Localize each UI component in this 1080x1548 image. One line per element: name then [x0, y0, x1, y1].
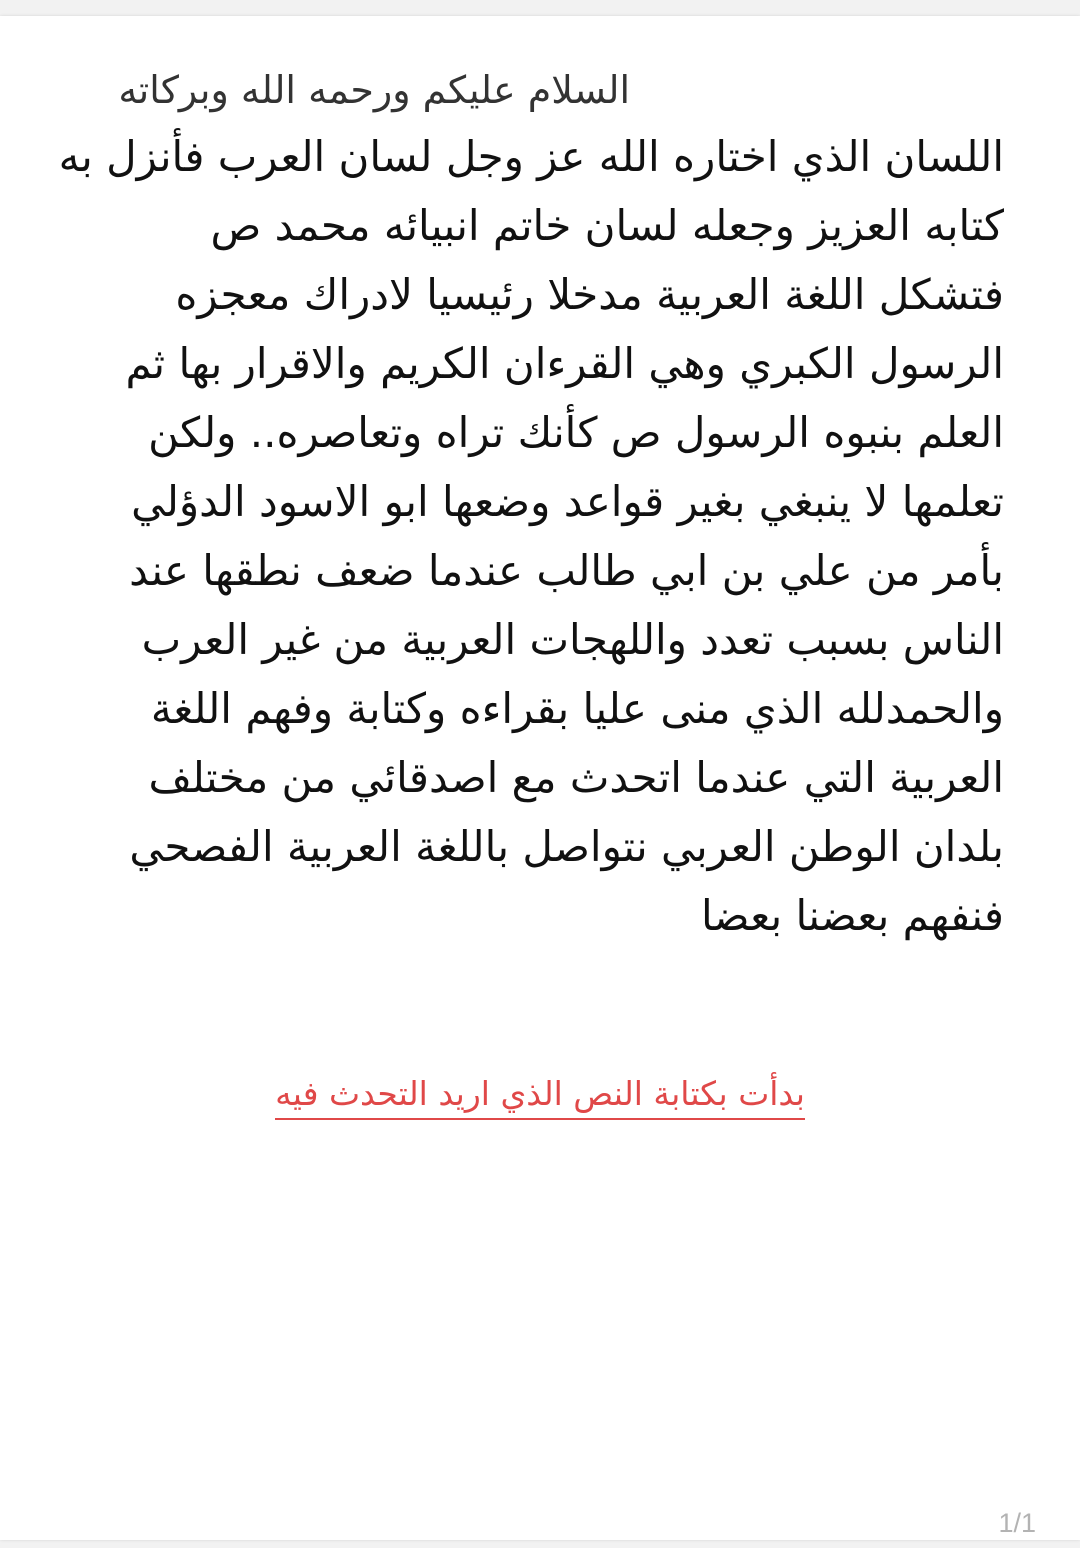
- document-page: [0, 16, 1080, 1540]
- body-line: الرسول الكبري وهي القرءان الكريم والاقرار بها ثم: [125, 339, 1004, 388]
- body-line: بلدان الوطن العربي نتواصل باللغة العربية الفصحي: [129, 822, 1004, 871]
- body-line: فنفهم بعضنا بعضا: [700, 891, 1004, 940]
- body-line: فتشكل اللغة العربية مدخلا رئيسيا لادراك معجزه: [175, 270, 1004, 319]
- body-line: اللسان الذي اختاره الله عز وجل لسان العرب فأنزل به: [58, 132, 1004, 181]
- body-line: كتابه العزيز وجعله لسان خاتم انبيائه محمد ص: [210, 201, 1004, 250]
- body-line: العربية التي عندما اتحدث مع اصدقائي من مختلف: [148, 753, 1004, 802]
- body-line: الناس بسبب تعدد واللهجات العربية من غير العرب: [141, 615, 1004, 664]
- body-line: والحمدلله الذي منى عليا بقراءه وكتابة وفهم اللغة: [150, 684, 1004, 733]
- start-writing-link[interactable]: بدأت بكتابة النص الذي اريد التحدث فيه: [275, 1072, 805, 1120]
- body-line: العلم بنبوه الرسول ص كأنك تراه وتعاصره.. ولكن: [148, 408, 1004, 457]
- link-container: [0, 1072, 1080, 1120]
- page-indicator: 1/1: [998, 1508, 1036, 1538]
- body-line: بأمر من علي بن ابي طالب عندما ضعف نطقها عند: [129, 546, 1004, 595]
- body-line: تعلمها لا ينبغي بغير قواعد وضعها ابو الاسود الدؤلي: [131, 477, 1004, 526]
- body-text: [54, 122, 1004, 950]
- greeting-text: السلام عليكم ورحمه الله وبركاته: [118, 68, 630, 112]
